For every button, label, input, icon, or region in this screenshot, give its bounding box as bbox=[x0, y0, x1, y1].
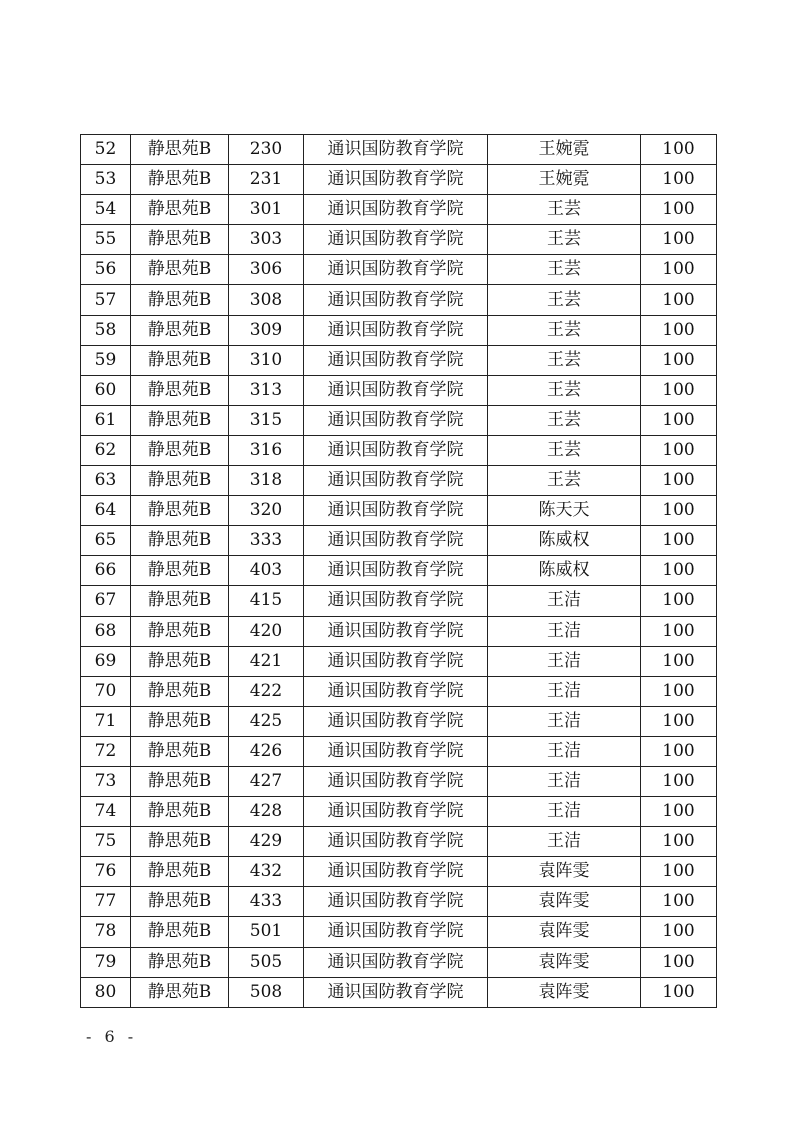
name-cell: 王芸 bbox=[488, 375, 641, 405]
college-cell: 通识国防教育学院 bbox=[304, 165, 488, 195]
building-cell: 静思苑B bbox=[131, 616, 229, 646]
name-cell: 王洁 bbox=[488, 586, 641, 616]
row-number-cell: 67 bbox=[81, 586, 131, 616]
row-number-cell: 56 bbox=[81, 255, 131, 285]
name-cell: 王芸 bbox=[488, 195, 641, 225]
room-number-cell: 403 bbox=[229, 556, 304, 586]
table-row bbox=[81, 977, 717, 1007]
row-number-cell: 77 bbox=[81, 887, 131, 917]
building-cell: 静思苑B bbox=[131, 375, 229, 405]
room-number-cell: 425 bbox=[229, 706, 304, 736]
building-cell: 静思苑B bbox=[131, 857, 229, 887]
college-cell: 通识国防教育学院 bbox=[304, 857, 488, 887]
row-number-cell: 76 bbox=[81, 857, 131, 887]
room-number-cell: 432 bbox=[229, 857, 304, 887]
score-cell: 100 bbox=[641, 315, 717, 345]
college-cell: 通识国防教育学院 bbox=[304, 496, 488, 526]
college-cell: 通识国防教育学院 bbox=[304, 135, 488, 165]
row-number-cell: 58 bbox=[81, 315, 131, 345]
name-cell: 王芸 bbox=[488, 225, 641, 255]
row-number-cell: 80 bbox=[81, 977, 131, 1007]
college-cell: 通识国防教育学院 bbox=[304, 315, 488, 345]
table-row bbox=[81, 556, 717, 586]
college-cell: 通识国防教育学院 bbox=[304, 827, 488, 857]
name-cell: 王芸 bbox=[488, 466, 641, 496]
table-row bbox=[81, 857, 717, 887]
row-number-cell: 62 bbox=[81, 435, 131, 465]
room-number-cell: 333 bbox=[229, 526, 304, 556]
score-cell: 100 bbox=[641, 797, 717, 827]
building-cell: 静思苑B bbox=[131, 165, 229, 195]
score-cell: 100 bbox=[641, 435, 717, 465]
building-cell: 静思苑B bbox=[131, 496, 229, 526]
row-number-cell: 73 bbox=[81, 766, 131, 796]
table-row bbox=[81, 315, 717, 345]
college-cell: 通识国防教育学院 bbox=[304, 706, 488, 736]
college-cell: 通识国防教育学院 bbox=[304, 736, 488, 766]
room-number-cell: 231 bbox=[229, 165, 304, 195]
score-cell: 100 bbox=[641, 977, 717, 1007]
college-cell: 通识国防教育学院 bbox=[304, 586, 488, 616]
score-cell: 100 bbox=[641, 255, 717, 285]
score-cell: 100 bbox=[641, 766, 717, 796]
college-cell: 通识国防教育学院 bbox=[304, 195, 488, 225]
dorm-inspection-table bbox=[80, 134, 717, 1008]
room-number-cell: 320 bbox=[229, 496, 304, 526]
score-cell: 100 bbox=[641, 736, 717, 766]
name-cell: 王洁 bbox=[488, 736, 641, 766]
score-cell: 100 bbox=[641, 947, 717, 977]
score-cell: 100 bbox=[641, 857, 717, 887]
score-cell: 100 bbox=[641, 225, 717, 255]
college-cell: 通识国防教育学院 bbox=[304, 676, 488, 706]
row-number-cell: 72 bbox=[81, 736, 131, 766]
name-cell: 王芸 bbox=[488, 315, 641, 345]
room-number-cell: 426 bbox=[229, 736, 304, 766]
building-cell: 静思苑B bbox=[131, 405, 229, 435]
score-cell: 100 bbox=[641, 345, 717, 375]
room-number-cell: 310 bbox=[229, 345, 304, 375]
table-row bbox=[81, 345, 717, 375]
building-cell: 静思苑B bbox=[131, 766, 229, 796]
table-row bbox=[81, 887, 717, 917]
building-cell: 静思苑B bbox=[131, 706, 229, 736]
row-number-cell: 61 bbox=[81, 405, 131, 435]
table-row bbox=[81, 405, 717, 435]
building-cell: 静思苑B bbox=[131, 797, 229, 827]
room-number-cell: 433 bbox=[229, 887, 304, 917]
score-cell: 100 bbox=[641, 556, 717, 586]
name-cell: 王芸 bbox=[488, 255, 641, 285]
table-row bbox=[81, 285, 717, 315]
name-cell: 王洁 bbox=[488, 706, 641, 736]
table-row bbox=[81, 917, 717, 947]
table-row bbox=[81, 947, 717, 977]
score-cell: 100 bbox=[641, 706, 717, 736]
room-number-cell: 313 bbox=[229, 375, 304, 405]
table-row bbox=[81, 766, 717, 796]
row-number-cell: 65 bbox=[81, 526, 131, 556]
name-cell: 王洁 bbox=[488, 797, 641, 827]
college-cell: 通识国防教育学院 bbox=[304, 947, 488, 977]
table-row bbox=[81, 225, 717, 255]
college-cell: 通识国防教育学院 bbox=[304, 766, 488, 796]
name-cell: 王洁 bbox=[488, 827, 641, 857]
name-cell: 陈天天 bbox=[488, 496, 641, 526]
name-cell: 陈威权 bbox=[488, 526, 641, 556]
score-cell: 100 bbox=[641, 526, 717, 556]
college-cell: 通识国防教育学院 bbox=[304, 375, 488, 405]
building-cell: 静思苑B bbox=[131, 466, 229, 496]
table-row bbox=[81, 496, 717, 526]
name-cell: 袁阵雯 bbox=[488, 887, 641, 917]
score-cell: 100 bbox=[641, 646, 717, 676]
room-number-cell: 421 bbox=[229, 646, 304, 676]
building-cell: 静思苑B bbox=[131, 887, 229, 917]
table-row bbox=[81, 676, 717, 706]
building-cell: 静思苑B bbox=[131, 526, 229, 556]
name-cell: 王洁 bbox=[488, 646, 641, 676]
name-cell: 袁阵雯 bbox=[488, 857, 641, 887]
row-number-cell: 74 bbox=[81, 797, 131, 827]
room-number-cell: 315 bbox=[229, 405, 304, 435]
name-cell: 王婉霓 bbox=[488, 165, 641, 195]
building-cell: 静思苑B bbox=[131, 586, 229, 616]
table-row bbox=[81, 435, 717, 465]
score-cell: 100 bbox=[641, 466, 717, 496]
row-number-cell: 75 bbox=[81, 827, 131, 857]
room-number-cell: 306 bbox=[229, 255, 304, 285]
score-cell: 100 bbox=[641, 135, 717, 165]
name-cell: 王芸 bbox=[488, 345, 641, 375]
table-body bbox=[81, 135, 717, 1008]
row-number-cell: 66 bbox=[81, 556, 131, 586]
name-cell: 王芸 bbox=[488, 285, 641, 315]
room-number-cell: 429 bbox=[229, 827, 304, 857]
score-cell: 100 bbox=[641, 676, 717, 706]
room-number-cell: 309 bbox=[229, 315, 304, 345]
college-cell: 通识国防教育学院 bbox=[304, 917, 488, 947]
building-cell: 静思苑B bbox=[131, 977, 229, 1007]
row-number-cell: 54 bbox=[81, 195, 131, 225]
table-row bbox=[81, 135, 717, 165]
score-cell: 100 bbox=[641, 195, 717, 225]
college-cell: 通识国防教育学院 bbox=[304, 405, 488, 435]
college-cell: 通识国防教育学院 bbox=[304, 435, 488, 465]
name-cell: 王洁 bbox=[488, 766, 641, 796]
building-cell: 静思苑B bbox=[131, 225, 229, 255]
score-cell: 100 bbox=[641, 586, 717, 616]
name-cell: 陈威权 bbox=[488, 556, 641, 586]
name-cell: 袁阵雯 bbox=[488, 917, 641, 947]
score-cell: 100 bbox=[641, 375, 717, 405]
score-cell: 100 bbox=[641, 917, 717, 947]
table-row bbox=[81, 827, 717, 857]
row-number-cell: 57 bbox=[81, 285, 131, 315]
room-number-cell: 316 bbox=[229, 435, 304, 465]
table-row bbox=[81, 797, 717, 827]
room-number-cell: 422 bbox=[229, 676, 304, 706]
score-cell: 100 bbox=[641, 405, 717, 435]
score-cell: 100 bbox=[641, 285, 717, 315]
college-cell: 通识国防教育学院 bbox=[304, 345, 488, 375]
name-cell: 王婉霓 bbox=[488, 135, 641, 165]
building-cell: 静思苑B bbox=[131, 646, 229, 676]
building-cell: 静思苑B bbox=[131, 917, 229, 947]
building-cell: 静思苑B bbox=[131, 345, 229, 375]
table-row bbox=[81, 586, 717, 616]
building-cell: 静思苑B bbox=[131, 195, 229, 225]
table-row bbox=[81, 526, 717, 556]
row-number-cell: 78 bbox=[81, 917, 131, 947]
table-row bbox=[81, 255, 717, 285]
building-cell: 静思苑B bbox=[131, 676, 229, 706]
table-row bbox=[81, 195, 717, 225]
row-number-cell: 52 bbox=[81, 135, 131, 165]
college-cell: 通识国防教育学院 bbox=[304, 646, 488, 676]
score-cell: 100 bbox=[641, 616, 717, 646]
building-cell: 静思苑B bbox=[131, 556, 229, 586]
row-number-cell: 68 bbox=[81, 616, 131, 646]
college-cell: 通识国防教育学院 bbox=[304, 225, 488, 255]
row-number-cell: 64 bbox=[81, 496, 131, 526]
table-row bbox=[81, 736, 717, 766]
table-row bbox=[81, 466, 717, 496]
college-cell: 通识国防教育学院 bbox=[304, 977, 488, 1007]
table-row bbox=[81, 706, 717, 736]
room-number-cell: 230 bbox=[229, 135, 304, 165]
college-cell: 通识国防教育学院 bbox=[304, 526, 488, 556]
table-row bbox=[81, 646, 717, 676]
room-number-cell: 501 bbox=[229, 917, 304, 947]
college-cell: 通识国防教育学院 bbox=[304, 285, 488, 315]
building-cell: 静思苑B bbox=[131, 255, 229, 285]
building-cell: 静思苑B bbox=[131, 315, 229, 345]
building-cell: 静思苑B bbox=[131, 947, 229, 977]
score-cell: 100 bbox=[641, 887, 717, 917]
name-cell: 王洁 bbox=[488, 676, 641, 706]
room-number-cell: 505 bbox=[229, 947, 304, 977]
room-number-cell: 301 bbox=[229, 195, 304, 225]
name-cell: 王芸 bbox=[488, 405, 641, 435]
college-cell: 通识国防教育学院 bbox=[304, 616, 488, 646]
name-cell: 袁阵雯 bbox=[488, 947, 641, 977]
row-number-cell: 63 bbox=[81, 466, 131, 496]
college-cell: 通识国防教育学院 bbox=[304, 556, 488, 586]
page-number: - 6 - bbox=[86, 1027, 138, 1046]
building-cell: 静思苑B bbox=[131, 285, 229, 315]
row-number-cell: 60 bbox=[81, 375, 131, 405]
room-number-cell: 428 bbox=[229, 797, 304, 827]
name-cell: 王洁 bbox=[488, 616, 641, 646]
table-row bbox=[81, 375, 717, 405]
room-number-cell: 415 bbox=[229, 586, 304, 616]
college-cell: 通识国防教育学院 bbox=[304, 255, 488, 285]
score-cell: 100 bbox=[641, 165, 717, 195]
room-number-cell: 420 bbox=[229, 616, 304, 646]
college-cell: 通识国防教育学院 bbox=[304, 797, 488, 827]
building-cell: 静思苑B bbox=[131, 435, 229, 465]
name-cell: 王芸 bbox=[488, 435, 641, 465]
college-cell: 通识国防教育学院 bbox=[304, 887, 488, 917]
room-number-cell: 508 bbox=[229, 977, 304, 1007]
row-number-cell: 71 bbox=[81, 706, 131, 736]
building-cell: 静思苑B bbox=[131, 736, 229, 766]
row-number-cell: 70 bbox=[81, 676, 131, 706]
row-number-cell: 59 bbox=[81, 345, 131, 375]
score-cell: 100 bbox=[641, 496, 717, 526]
room-number-cell: 318 bbox=[229, 466, 304, 496]
row-number-cell: 79 bbox=[81, 947, 131, 977]
room-number-cell: 427 bbox=[229, 766, 304, 796]
row-number-cell: 53 bbox=[81, 165, 131, 195]
table-row bbox=[81, 165, 717, 195]
building-cell: 静思苑B bbox=[131, 827, 229, 857]
row-number-cell: 69 bbox=[81, 646, 131, 676]
table-row bbox=[81, 616, 717, 646]
row-number-cell: 55 bbox=[81, 225, 131, 255]
room-number-cell: 303 bbox=[229, 225, 304, 255]
score-cell: 100 bbox=[641, 827, 717, 857]
building-cell: 静思苑B bbox=[131, 135, 229, 165]
college-cell: 通识国防教育学院 bbox=[304, 466, 488, 496]
room-number-cell: 308 bbox=[229, 285, 304, 315]
name-cell: 袁阵雯 bbox=[488, 977, 641, 1007]
